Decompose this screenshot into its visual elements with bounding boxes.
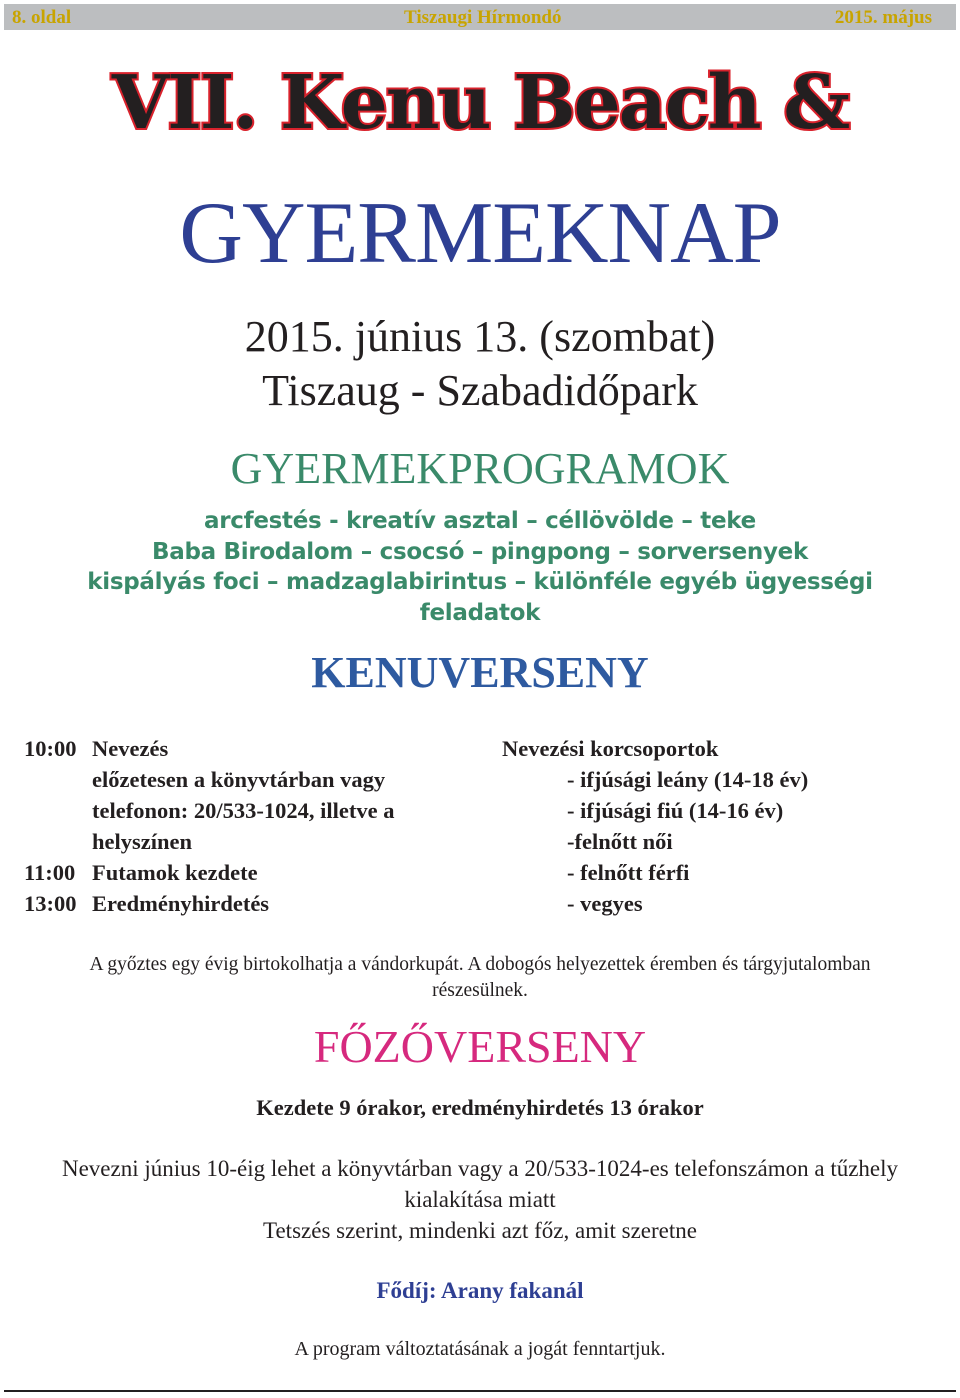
results-label: Eredményhirdetés [92,891,270,916]
category-item: - felnőtt férfi [567,860,690,885]
schedule-results-row [24,888,394,919]
children-program-heading: GYERMEKPROGRAMOK [230,444,730,493]
entry-detail-line: telefonon: 20/533-1024, illetve a [92,798,395,823]
canoe-race-heading: KENUVERSENY [311,648,649,697]
cooking-entry-line: kialakítása miatt [404,1187,556,1212]
cooking-start-time: Kezdete 9 órakor, eredményhirdetés 13 órakor [256,1095,704,1120]
cooking-entry-line: Tetszés szerint, mindenki azt főz, amit szeretne [263,1218,697,1243]
children-program-list [0,506,960,628]
entry-categories [502,733,808,919]
event-place: Tiszaug - Szabadidőpark [262,366,698,415]
schedule-entry-row [24,733,394,764]
category-item: - ifjúsági fiú (14-16 év) [567,798,784,823]
program-line: arcfestés - kreatív asztal – céllövölde – teke [204,508,756,534]
category-item: -felnőtt női [567,829,673,854]
race-label: Futamok kezdete [92,860,258,885]
issue-date: 2015. május [834,7,932,28]
page-header-bar [4,4,956,30]
category-item: - ifjúsági leány (14-18 év) [567,767,809,792]
program-line: kispályás foci – madzaglabirintus – különféle egyéb ügyességi [87,569,873,595]
page-number: 8. oldal [12,7,72,28]
prize-line: A győztes egy évig birtokolhatja a vándorkupát. A dobogós helyezettek éremben és tárgyjutalomban [89,954,871,975]
schedule-race-row [24,857,394,888]
canoe-schedule [24,733,394,919]
bottom-divider [4,1390,956,1392]
category-item: - vegyes [567,891,643,916]
results-time: 13:00 [24,891,77,916]
cooking-entry-info [0,1153,960,1246]
prize-info [0,952,960,1004]
cooking-contest-heading: FŐZŐVERSENY [313,1021,647,1072]
entry-detail-line: helyszínen [92,829,193,854]
disclaimer: A program változtatásának a jogát fenntartjuk. [294,1338,666,1360]
entry-detail-line: előzetesen a könyvtárban vagy [92,767,386,792]
publication-name: Tiszaugi Hírmondó [404,7,562,28]
entry-label: Nevezés [92,736,169,761]
categories-heading: Nevezési korcsoportok [502,736,719,761]
main-title-line1: VII. Kenu Beach & [111,60,849,146]
prize-line: részesülnek. [432,980,528,1001]
entry-time: 10:00 [24,736,77,761]
program-line: feladatok [419,599,541,626]
program-line: Baba Birodalom – csocsó – pingpong – sorversenyek [152,538,808,565]
cooking-entry-line: Nevezni június 10-éig lehet a könyvtárban vagy a 20/533-1024-es telefonszámon a tűzhely [61,1156,899,1181]
main-prize: Fődíj: Arany fakanál [376,1278,584,1303]
main-title-line2: GYERMEKNAP [179,185,781,282]
event-date: 2015. június 13. (szombat) [244,312,716,361]
race-time: 11:00 [24,860,76,885]
